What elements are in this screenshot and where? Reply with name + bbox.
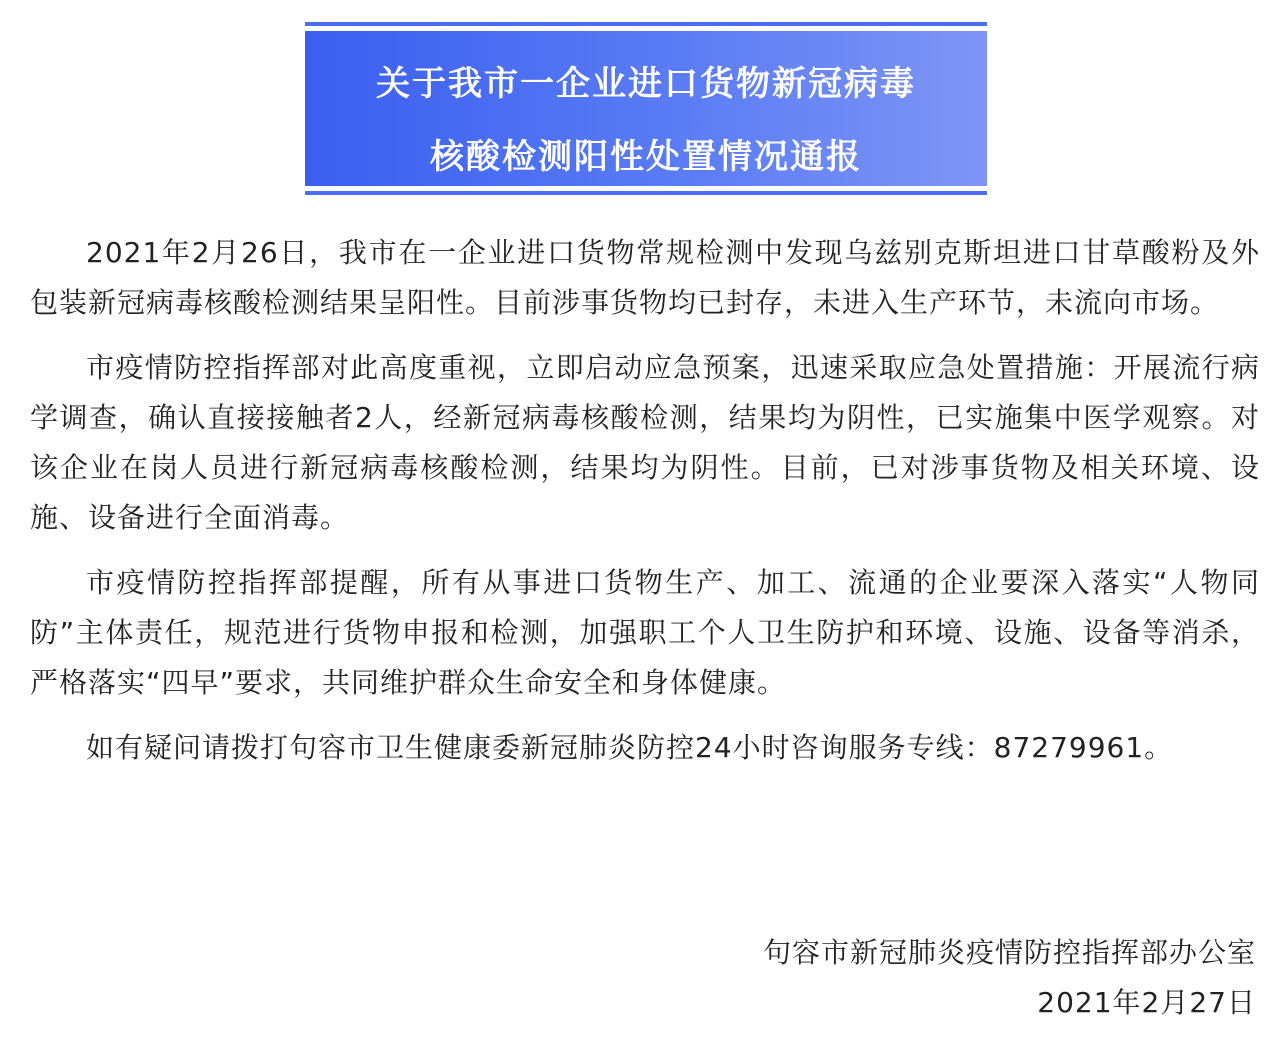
paragraph-4: 如有疑问请拨打句容市卫生健康委新冠肺炎防控24小时咨询服务专线：87279961。 (86, 731, 1174, 764)
title-line-1: 关于我市一企业进口货物新冠病毒 (376, 64, 916, 104)
banner-top-rule (305, 22, 987, 26)
banner-bottom-rule (305, 191, 987, 195)
title-banner (305, 22, 987, 197)
signature-organization: 句容市新冠肺炎疫情防控指挥部办公室 (762, 936, 1256, 969)
paragraph-2: 市疫情防控指挥部对此高度重视，立即启动应急预案，迅速采取应急处置措施：开展流行病学调查，确认直接接触者2人，经新冠病毒核酸检测，结果均为阴性，已实施集中医学观察。对该企业在岗人员进行新冠病毒核酸检测，结果均为阴性。目前，已对涉事货物及相关环境、设施、设备进行全面消毒。 (30, 351, 1260, 534)
signature-date: 2021年2月27日 (1037, 986, 1256, 1019)
banner-box (305, 31, 987, 186)
paragraph-1: 2021年2月26日，我市在一企业进口货物常规检测中发现乌兹别克斯坦进口甘草酸粉及外包装新冠病毒核酸检测结果呈阳性。目前涉事货物均已封存，未进入生产环节，未流向市场。 (30, 236, 1260, 319)
notice-body (30, 228, 1260, 788)
paragraph-3: 市疫情防控指挥部提醒，所有从事进口货物生产、加工、流通的企业要深入落实“人物同防”主体责任，规范进行货物申报和检测，加强职工个人卫生防护和环境、设施、设备等消杀，严格落实“四早”要求，共同维护群众生命安全和身体健康。 (30, 566, 1260, 699)
title-line-2: 核酸检测阳性处置情况通报 (430, 137, 862, 177)
